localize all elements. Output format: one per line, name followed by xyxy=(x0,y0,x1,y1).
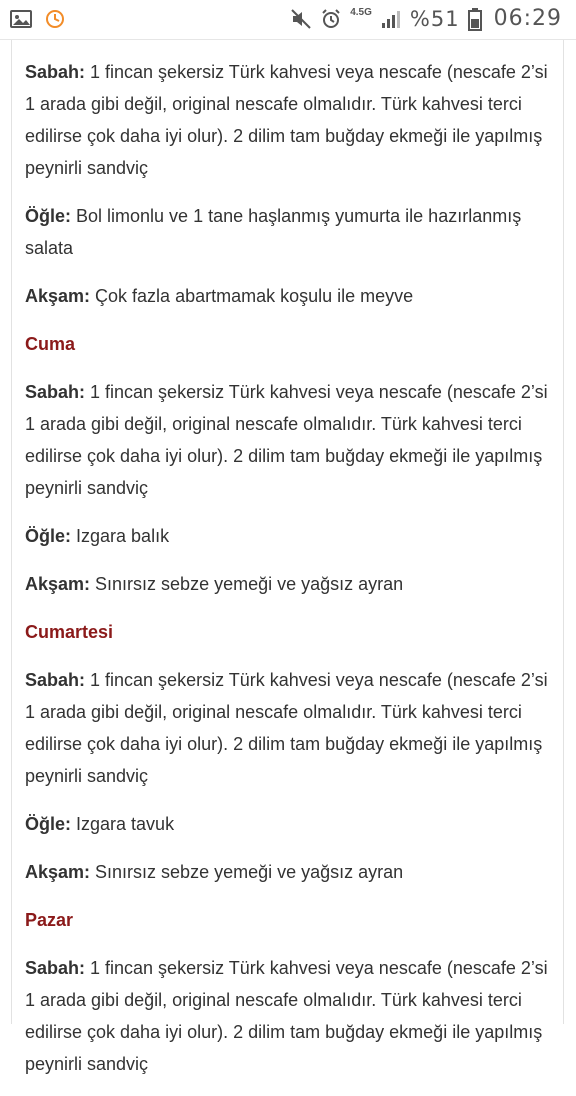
meal-text: Sınırsız sebze yemeği ve yağsız ayran xyxy=(90,574,404,594)
meal-lunch xyxy=(25,808,555,840)
meal-breakfast xyxy=(25,952,555,1080)
meal-lunch xyxy=(25,200,555,264)
meal-dinner xyxy=(25,856,555,888)
alarm-icon xyxy=(320,8,342,30)
mute-icon xyxy=(290,8,312,30)
meal-text: 1 fincan şekersiz Türk kahvesi veya nescafe (nescafe 2’si 1 arada gibi değil, original nescafe olmalıdır. Türk kahvesi terci edilirse çok daha iyi olur). 2 dilim tam buğday ekmeği ile yapılmış peynirli sandviç xyxy=(25,958,548,1074)
status-time: 06:29 xyxy=(493,6,562,31)
meal-label: Öğle: xyxy=(25,814,72,834)
meal-text: 1 fincan şekersiz Türk kahvesi veya nescafe (nescafe 2’si 1 arada gibi değil, original nescafe olmalıdır. Türk kahvesi terci edilirse çok daha iyi olur). 2 dilim tam buğday ekmeği ile yapılmış peynirli sandviç xyxy=(25,62,548,178)
battery-percent: %51 xyxy=(409,6,460,31)
meal-text: Izgara tavuk xyxy=(71,814,175,834)
meal-label: Akşam: xyxy=(25,286,91,306)
meal-breakfast xyxy=(25,56,555,184)
diet-article xyxy=(25,56,555,1096)
meal-dinner xyxy=(25,280,555,312)
meal-label: Sabah: xyxy=(25,62,86,82)
meal-dinner xyxy=(25,568,555,600)
day-section-sunday xyxy=(25,904,555,1080)
meal-text: Çok fazla abartmamak koşulu ile meyve xyxy=(90,286,414,306)
signal-icon xyxy=(380,8,402,30)
day-heading: Pazar xyxy=(25,910,74,930)
day-section-friday xyxy=(25,328,555,600)
meal-label: Akşam: xyxy=(25,574,91,594)
day-section-saturday xyxy=(25,616,555,888)
day-section-thursday-tail xyxy=(25,56,555,312)
meal-label: Öğle: xyxy=(25,206,72,226)
network-type-label: 4.5G xyxy=(350,6,372,18)
meal-text: Izgara balık xyxy=(71,526,170,546)
meal-text: 1 fincan şekersiz Türk kahvesi veya nescafe (nescafe 2’si 1 arada gibi değil, original nescafe olmalıdır. Türk kahvesi terci edilirse çok daha iyi olur). 2 dilim tam buğday ekmeği ile yapılmış peynirli sandviç xyxy=(25,670,548,786)
status-bar xyxy=(0,0,576,40)
day-heading: Cumartesi xyxy=(25,622,114,642)
status-bar-notifications xyxy=(10,8,66,30)
meal-text: Sınırsız sebze yemeği ve yağsız ayran xyxy=(90,862,404,882)
battery-icon xyxy=(468,7,482,31)
meal-breakfast xyxy=(25,376,555,504)
gallery-icon xyxy=(10,9,32,29)
meal-label: Sabah: xyxy=(25,382,86,402)
status-bar-system xyxy=(290,6,562,31)
meal-text: 1 fincan şekersiz Türk kahvesi veya nescafe (nescafe 2’si 1 arada gibi değil, original nescafe olmalıdır. Türk kahvesi terci edilirse çok daha iyi olur). 2 dilim tam buğday ekmeği ile yapılmış peynirli sandviç xyxy=(25,382,548,498)
meal-label: Öğle: xyxy=(25,526,72,546)
meal-text: Bol limonlu ve 1 tane haşlanmış yumurta ile hazırlanmış salata xyxy=(25,206,522,258)
meal-label: Sabah: xyxy=(25,958,86,978)
clock-alert-icon xyxy=(44,8,66,30)
meal-label: Sabah: xyxy=(25,670,86,690)
meal-label: Akşam: xyxy=(25,862,91,882)
meal-breakfast xyxy=(25,664,555,792)
meal-lunch xyxy=(25,520,555,552)
day-heading: Cuma xyxy=(25,334,76,354)
